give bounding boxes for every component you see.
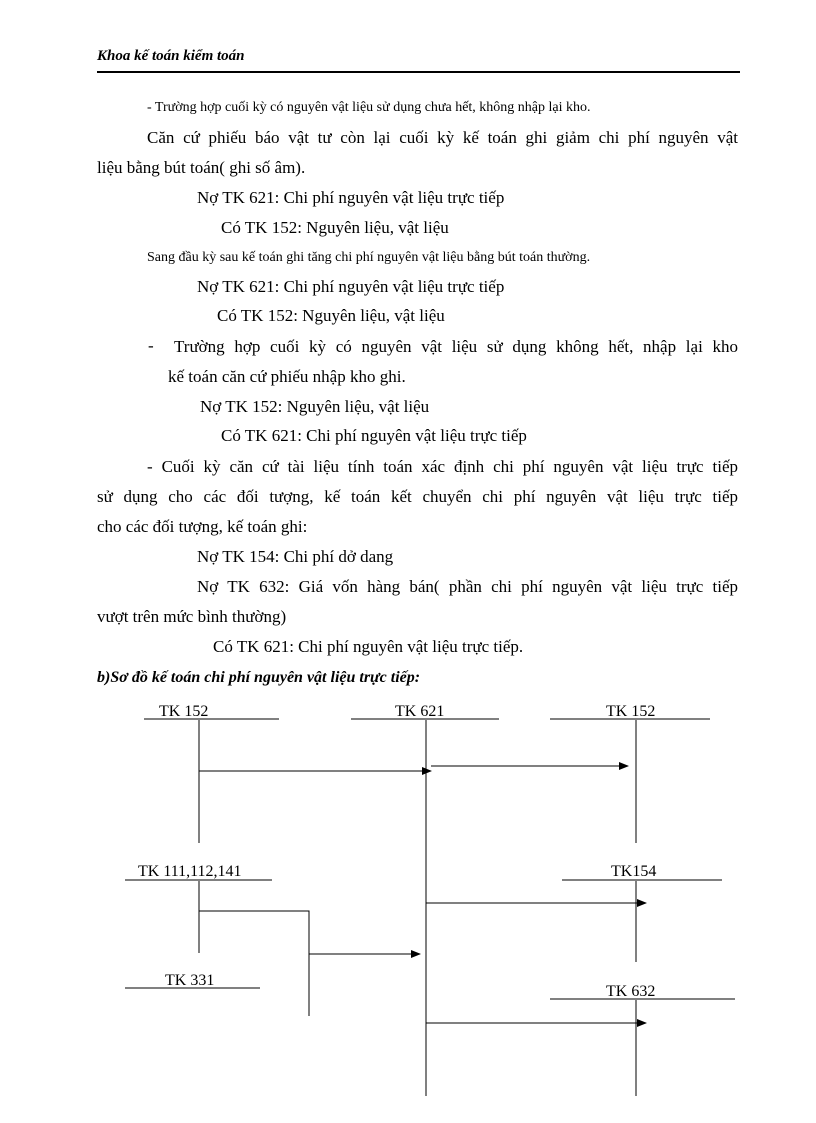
entry-1-credit: Có TK 152: Nguyên liệu, vật liệu <box>221 218 449 237</box>
label-tk154: TK154 <box>611 863 657 880</box>
entry-2-debit: Nợ TK 621: Chi phí nguyên vật liệu trực tiếp <box>197 277 505 296</box>
entry-4-debit-632-line-1: Nợ TK 632: Giá vốn hàng bán( phần chi phí nguyên vật liệu trực tiếp <box>197 577 738 596</box>
entry-2-credit: Có TK 152: Nguyên liệu, vật liệu <box>217 306 445 325</box>
paragraph-basis-line-1: Căn cứ phiếu báo vật tư còn lại cuối kỳ kế toán ghi giảm chi phí nguyên vật <box>147 128 738 147</box>
label-tk152-left: TK 152 <box>159 703 209 720</box>
paragraph-case-return-line-1: Trường hợp cuối kỳ có nguyên vật liệu sử dụng không hết, nhập lại kho <box>174 337 738 356</box>
paragraph-next-period: Sang đầu kỳ sau kế toán ghi tăng chi phí nguyên vật liệu bằng bút toán thường. <box>147 250 591 265</box>
entry-3-credit: Có TK 621: Chi phí nguyên vật liệu trực tiếp <box>221 426 527 445</box>
bullet-dash: - <box>148 336 154 355</box>
entry-4-debit-154: Nợ TK 154: Chi phí dở dang <box>197 547 394 566</box>
label-tk331: TK 331 <box>165 972 215 989</box>
entry-3-debit: Nợ TK 152: Nguyên liệu, vật liệu <box>200 397 430 416</box>
paragraph-case-return-line-2: kế toán căn cứ phiếu nhập kho ghi. <box>168 367 406 386</box>
label-tk621: TK 621 <box>395 703 445 720</box>
paragraph-period-end-line-3: cho các đối tượng, kế toán ghi: <box>97 517 308 536</box>
paragraph-case-unused-no-return: - Trường hợp cuối kỳ có nguyên vật liệu sử dụng chưa hết, không nhập lại kho. <box>147 100 591 115</box>
paragraph-basis-line-2: liệu bằng bút toán( ghi số âm). <box>97 158 306 177</box>
entry-1-debit: Nợ TK 621: Chi phí nguyên vật liệu trực tiếp <box>197 188 505 207</box>
section-title-diagram: b)Sơ đồ kế toán chi phí nguyên vật liệu trực tiếp: <box>97 669 421 686</box>
connector-tk111-tk331 <box>199 911 309 1016</box>
entry-4-debit-632-line-2: vượt trên mức bình thường) <box>97 607 287 626</box>
page-header-title: Khoa kế toán kiểm toán <box>97 48 245 64</box>
label-tk111-112-141: TK 111,112,141 <box>138 863 242 880</box>
paragraph-period-end-line-2: sử dụng cho các đối tượng, kế toán kết chuyển chi phí nguyên vật liệu trực tiếp <box>97 487 738 506</box>
entry-4-credit: Có TK 621: Chi phí nguyên vật liệu trực tiếp. <box>213 637 524 656</box>
label-tk632: TK 632 <box>606 983 656 1000</box>
label-tk152-right: TK 152 <box>606 703 656 720</box>
paragraph-period-end-line-1: - Cuối kỳ căn cứ tài liệu tính toán xác định chi phí nguyên vật liệu trực tiếp <box>147 457 738 476</box>
